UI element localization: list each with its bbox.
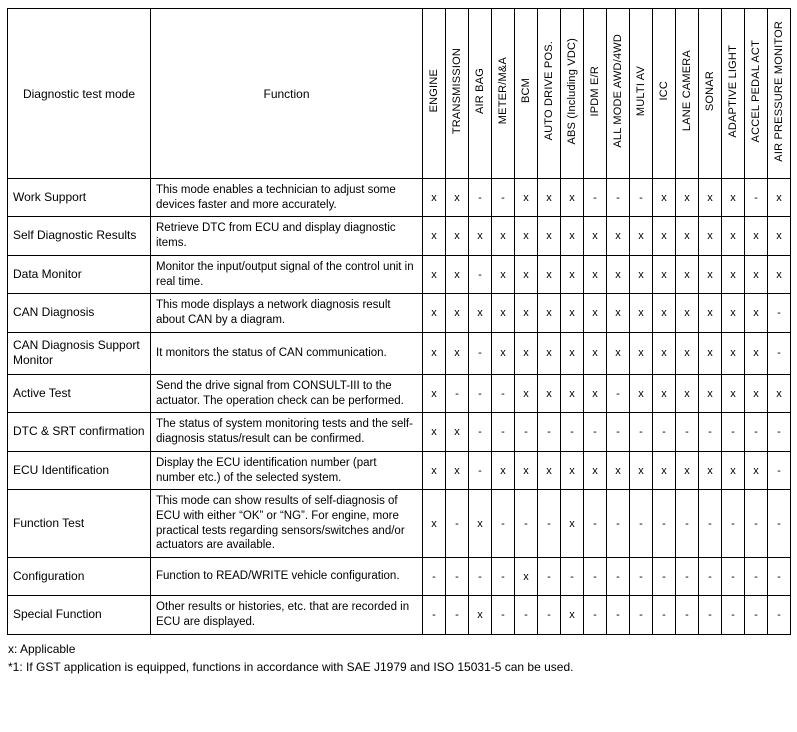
- function-cell: Display the ECU identification number (part number etc.) of the selected system.: [151, 451, 423, 489]
- consult-function-table: [7, 8, 791, 635]
- applicability-cell: x: [584, 217, 607, 255]
- applicability-cell: x: [676, 332, 699, 374]
- applicability-cell: x: [630, 294, 653, 332]
- applicability-cell: x: [722, 217, 745, 255]
- table-row: [8, 294, 791, 332]
- applicability-cell: x: [630, 374, 653, 412]
- applicability-cell: -: [469, 374, 492, 412]
- applicability-cell: x: [515, 451, 538, 489]
- applicability-cell: x: [469, 490, 492, 558]
- applicability-cell: x: [699, 179, 722, 217]
- applicability-cell: x: [607, 255, 630, 293]
- applicability-cell: x: [630, 451, 653, 489]
- applicability-cell: x: [492, 255, 515, 293]
- header-system-7: [584, 9, 607, 179]
- applicability-cell: x: [653, 217, 676, 255]
- applicability-cell: x: [722, 451, 745, 489]
- function-cell: It monitors the status of CAN communication.: [151, 332, 423, 374]
- applicability-cell: -: [630, 179, 653, 217]
- applicability-cell: -: [607, 413, 630, 451]
- applicability-cell: x: [676, 217, 699, 255]
- function-cell: Other results or histories, etc. that are recorded in ECU are displayed.: [151, 596, 423, 634]
- applicability-cell: x: [423, 179, 446, 217]
- applicability-cell: -: [469, 451, 492, 489]
- applicability-cell: -: [745, 490, 768, 558]
- applicability-cell: -: [469, 332, 492, 374]
- header-system-15: [768, 9, 791, 179]
- header-system-3: [492, 9, 515, 179]
- applicability-cell: -: [768, 490, 791, 558]
- applicability-cell: -: [446, 596, 469, 634]
- header-system-2: [469, 9, 492, 179]
- applicability-cell: -: [423, 558, 446, 596]
- header-diagnostic-test-mode: Diagnostic test mode: [8, 9, 151, 179]
- applicability-cell: -: [584, 558, 607, 596]
- gst-note: *1: If GST application is equipped, functions in accordance with SAE J1979 and ISO 15031-5 can be used.: [8, 660, 574, 675]
- applicability-cell: -: [722, 558, 745, 596]
- applicability-cell: x: [653, 255, 676, 293]
- table-header: [8, 9, 791, 179]
- applicability-cell: x: [538, 217, 561, 255]
- table-row: [8, 374, 791, 412]
- applicability-cell: x: [699, 332, 722, 374]
- header-system-5: [538, 9, 561, 179]
- applicability-cell: x: [515, 179, 538, 217]
- header-system-13: [722, 9, 745, 179]
- applicability-cell: -: [722, 413, 745, 451]
- header-system-14: [745, 9, 768, 179]
- applicability-cell: x: [722, 179, 745, 217]
- diagnostic-test-mode-cell: Function Test: [8, 490, 151, 558]
- header-system-12: [699, 9, 722, 179]
- applicability-cell: -: [423, 596, 446, 634]
- applicability-cell: -: [699, 490, 722, 558]
- diagnostic-test-mode-cell: CAN Diagnosis: [8, 294, 151, 332]
- applicability-cell: -: [492, 490, 515, 558]
- table-row: [8, 179, 791, 217]
- header-system-label: ALL MODE AWD/4WD: [611, 34, 624, 148]
- applicability-cell: -: [722, 490, 745, 558]
- applicability-cell: x: [722, 332, 745, 374]
- applicability-cell: x: [561, 217, 584, 255]
- applicability-cell: x: [676, 374, 699, 412]
- applicability-cell: x: [722, 294, 745, 332]
- applicability-cell: x: [699, 217, 722, 255]
- applicability-cell: x: [561, 490, 584, 558]
- diagnostic-test-mode-cell: Active Test: [8, 374, 151, 412]
- table-row: [8, 217, 791, 255]
- applicability-cell: x: [676, 255, 699, 293]
- applicability-cell: x: [722, 255, 745, 293]
- applicability-cell: -: [768, 294, 791, 332]
- applicability-cell: -: [607, 596, 630, 634]
- applicability-cell: -: [768, 558, 791, 596]
- header-system-label: TRANSMISSION: [450, 47, 463, 135]
- applicability-cell: x: [538, 255, 561, 293]
- applicability-cell: x: [492, 332, 515, 374]
- applicability-cell: x: [469, 217, 492, 255]
- table-row: [8, 596, 791, 634]
- applicability-cell: x: [676, 179, 699, 217]
- applicability-cell: x: [515, 558, 538, 596]
- diagnostic-test-mode-cell: Special Function: [8, 596, 151, 634]
- applicability-cell: x: [492, 217, 515, 255]
- applicability-cell: x: [561, 332, 584, 374]
- applicability-cell: x: [653, 179, 676, 217]
- table-body: [8, 179, 791, 635]
- header-system-label: ENGINE: [427, 69, 440, 113]
- applicability-cell: -: [607, 179, 630, 217]
- applicability-cell: x: [745, 294, 768, 332]
- applicability-cell: x: [699, 294, 722, 332]
- applicability-cell: x: [653, 294, 676, 332]
- header-system-0: [423, 9, 446, 179]
- applicability-cell: -: [630, 596, 653, 634]
- function-cell: This mode can show results of self-diagnosis of ECU with either “OK” or “NG”. For engine, more practical tests regarding sensors/switches and/or actuators are available.: [151, 490, 423, 558]
- applicability-cell: x: [630, 217, 653, 255]
- applicability-cell: -: [653, 490, 676, 558]
- applicability-cell: -: [584, 596, 607, 634]
- header-system-label: SONAR: [703, 70, 716, 112]
- diagnostic-test-mode-cell: ECU Identification: [8, 451, 151, 489]
- applicability-cell: x: [584, 451, 607, 489]
- applicability-cell: x: [676, 451, 699, 489]
- diagnostic-test-mode-cell: Self Diagnostic Results: [8, 217, 151, 255]
- header-system-label: ABS (Including VDC): [565, 37, 578, 145]
- diagnostic-test-mode-cell: Configuration: [8, 558, 151, 596]
- applicability-cell: -: [538, 490, 561, 558]
- applicability-cell: x: [584, 332, 607, 374]
- applicability-cell: -: [469, 413, 492, 451]
- applicability-cell: x: [745, 332, 768, 374]
- applicability-cell: x: [745, 451, 768, 489]
- applicability-cell: -: [492, 179, 515, 217]
- applicability-cell: x: [630, 255, 653, 293]
- applicability-cell: x: [423, 413, 446, 451]
- header-system-11: [676, 9, 699, 179]
- applicability-cell: x: [584, 374, 607, 412]
- applicability-cell: -: [469, 179, 492, 217]
- applicability-cell: -: [699, 596, 722, 634]
- header-system-10: [653, 9, 676, 179]
- applicability-cell: x: [515, 294, 538, 332]
- header-system-label: AIR BAG: [473, 67, 486, 115]
- diagnostic-test-mode-cell: DTC & SRT confirmation: [8, 413, 151, 451]
- header-system-9: [630, 9, 653, 179]
- applicability-cell: x: [768, 217, 791, 255]
- applicability-cell: -: [745, 558, 768, 596]
- applicability-cell: x: [469, 294, 492, 332]
- applicability-cell: -: [630, 490, 653, 558]
- applicability-cell: -: [630, 558, 653, 596]
- function-cell: Retrieve DTC from ECU and display diagnostic items.: [151, 217, 423, 255]
- function-cell: This mode displays a network diagnosis result about CAN by a diagram.: [151, 294, 423, 332]
- applicability-cell: x: [653, 374, 676, 412]
- applicability-cell: x: [446, 294, 469, 332]
- table-row: [8, 490, 791, 558]
- applicability-cell: -: [699, 558, 722, 596]
- table-row: [8, 332, 791, 374]
- applicability-cell: -: [515, 413, 538, 451]
- applicability-cell: -: [469, 255, 492, 293]
- applicability-cell: -: [768, 451, 791, 489]
- applicability-cell: -: [607, 374, 630, 412]
- applicability-cell: -: [676, 413, 699, 451]
- applicability-cell: -: [768, 596, 791, 634]
- applicability-cell: x: [423, 294, 446, 332]
- applicability-cell: -: [492, 596, 515, 634]
- header-system-1: [446, 9, 469, 179]
- applicability-cell: x: [446, 179, 469, 217]
- applicability-cell: -: [584, 179, 607, 217]
- applicability-cell: x: [423, 332, 446, 374]
- diagnostic-test-mode-cell: CAN Diagnosis Support Monitor: [8, 332, 151, 374]
- applicability-cell: -: [492, 558, 515, 596]
- applicability-cell: x: [515, 374, 538, 412]
- applicability-cell: x: [722, 374, 745, 412]
- header-system-6: [561, 9, 584, 179]
- applicability-cell: -: [745, 413, 768, 451]
- applicable-note: x: Applicable: [8, 641, 76, 656]
- applicability-cell: x: [423, 374, 446, 412]
- applicability-cell: x: [538, 451, 561, 489]
- applicability-cell: -: [538, 558, 561, 596]
- applicability-cell: x: [699, 374, 722, 412]
- diagnostic-test-mode-cell: Data Monitor: [8, 255, 151, 293]
- applicability-cell: x: [607, 332, 630, 374]
- applicability-cell: x: [630, 332, 653, 374]
- applicability-cell: x: [561, 294, 584, 332]
- applicability-cell: -: [515, 490, 538, 558]
- header-system-label: IPDM E/R: [588, 65, 601, 117]
- table-row: [8, 255, 791, 293]
- applicability-cell: -: [653, 413, 676, 451]
- function-cell: Function to READ/WRITE vehicle configuration.: [151, 558, 423, 596]
- applicability-cell: -: [768, 332, 791, 374]
- applicability-cell: -: [745, 179, 768, 217]
- applicability-cell: -: [653, 596, 676, 634]
- applicability-cell: -: [561, 413, 584, 451]
- header-system-8: [607, 9, 630, 179]
- applicability-cell: -: [446, 374, 469, 412]
- applicability-cell: -: [722, 596, 745, 634]
- applicability-cell: x: [538, 294, 561, 332]
- applicability-cell: x: [745, 374, 768, 412]
- applicability-cell: -: [745, 596, 768, 634]
- applicability-cell: -: [676, 596, 699, 634]
- header-system-label: BCM: [519, 78, 532, 104]
- applicability-cell: x: [538, 374, 561, 412]
- applicability-cell: x: [492, 294, 515, 332]
- applicability-cell: -: [561, 558, 584, 596]
- applicability-cell: x: [492, 451, 515, 489]
- applicability-cell: x: [538, 179, 561, 217]
- applicability-cell: x: [653, 332, 676, 374]
- applicability-cell: x: [423, 217, 446, 255]
- applicability-cell: x: [561, 596, 584, 634]
- table-row: [8, 558, 791, 596]
- applicability-cell: -: [653, 558, 676, 596]
- applicability-cell: -: [492, 374, 515, 412]
- applicability-cell: -: [676, 490, 699, 558]
- applicability-cell: x: [538, 332, 561, 374]
- applicability-cell: x: [584, 294, 607, 332]
- applicability-cell: x: [446, 451, 469, 489]
- applicability-cell: x: [446, 413, 469, 451]
- applicability-cell: -: [515, 596, 538, 634]
- applicability-cell: x: [768, 255, 791, 293]
- applicability-cell: x: [423, 451, 446, 489]
- header-function: Function: [151, 9, 423, 179]
- applicability-cell: x: [561, 451, 584, 489]
- header-system-label: ICC: [657, 81, 670, 101]
- applicability-cell: x: [607, 451, 630, 489]
- diagnostic-test-mode-cell: Work Support: [8, 179, 151, 217]
- applicability-cell: -: [538, 413, 561, 451]
- header-system-label: METER/M&A: [496, 57, 509, 125]
- applicability-cell: x: [446, 217, 469, 255]
- function-cell: Monitor the input/output signal of the control unit in real time.: [151, 255, 423, 293]
- applicability-cell: x: [607, 294, 630, 332]
- applicability-cell: -: [699, 413, 722, 451]
- applicability-cell: -: [584, 490, 607, 558]
- applicability-cell: x: [653, 451, 676, 489]
- applicability-cell: -: [446, 558, 469, 596]
- applicability-cell: -: [584, 413, 607, 451]
- applicability-cell: -: [607, 490, 630, 558]
- header-row: [8, 9, 791, 179]
- function-cell: Send the drive signal from CONSULT-III to the actuator. The operation check can be performed.: [151, 374, 423, 412]
- header-system-label: MULTI AV: [634, 65, 647, 117]
- applicability-cell: x: [676, 294, 699, 332]
- table-row: [8, 451, 791, 489]
- applicability-cell: -: [676, 558, 699, 596]
- applicability-cell: x: [745, 217, 768, 255]
- applicability-cell: x: [745, 255, 768, 293]
- applicability-cell: x: [469, 596, 492, 634]
- applicability-cell: x: [699, 255, 722, 293]
- applicability-cell: x: [607, 217, 630, 255]
- header-system-label: AIR PRESSURE MONITOR: [772, 20, 785, 162]
- applicability-cell: -: [768, 413, 791, 451]
- applicability-cell: x: [768, 179, 791, 217]
- header-system-label: ACCEL PEDAL ACT: [749, 39, 762, 143]
- applicability-cell: -: [469, 558, 492, 596]
- applicability-cell: x: [768, 374, 791, 412]
- footnotes: [7, 640, 791, 677]
- applicability-cell: -: [446, 490, 469, 558]
- applicability-cell: -: [538, 596, 561, 634]
- applicability-cell: x: [699, 451, 722, 489]
- applicability-cell: x: [446, 332, 469, 374]
- applicability-cell: x: [446, 255, 469, 293]
- applicability-cell: x: [515, 217, 538, 255]
- table-row: [8, 413, 791, 451]
- applicability-cell: -: [630, 413, 653, 451]
- function-cell: The status of system monitoring tests and the self-diagnosis status/result can be confirmed.: [151, 413, 423, 451]
- applicability-cell: x: [584, 255, 607, 293]
- header-system-label: LANE CAMERA: [680, 50, 693, 132]
- applicability-cell: -: [607, 558, 630, 596]
- applicability-cell: x: [515, 255, 538, 293]
- applicability-cell: x: [423, 255, 446, 293]
- header-system-label: AUTO DRIVE POS.: [542, 41, 555, 141]
- applicability-cell: x: [423, 490, 446, 558]
- header-system-label: ADAPTIVE LIGHT: [726, 44, 739, 138]
- function-cell: This mode enables a technician to adjust some devices faster and more accurately.: [151, 179, 423, 217]
- applicability-cell: x: [515, 332, 538, 374]
- applicability-cell: x: [561, 374, 584, 412]
- applicability-cell: x: [561, 179, 584, 217]
- applicability-cell: -: [492, 413, 515, 451]
- header-system-4: [515, 9, 538, 179]
- applicability-cell: x: [561, 255, 584, 293]
